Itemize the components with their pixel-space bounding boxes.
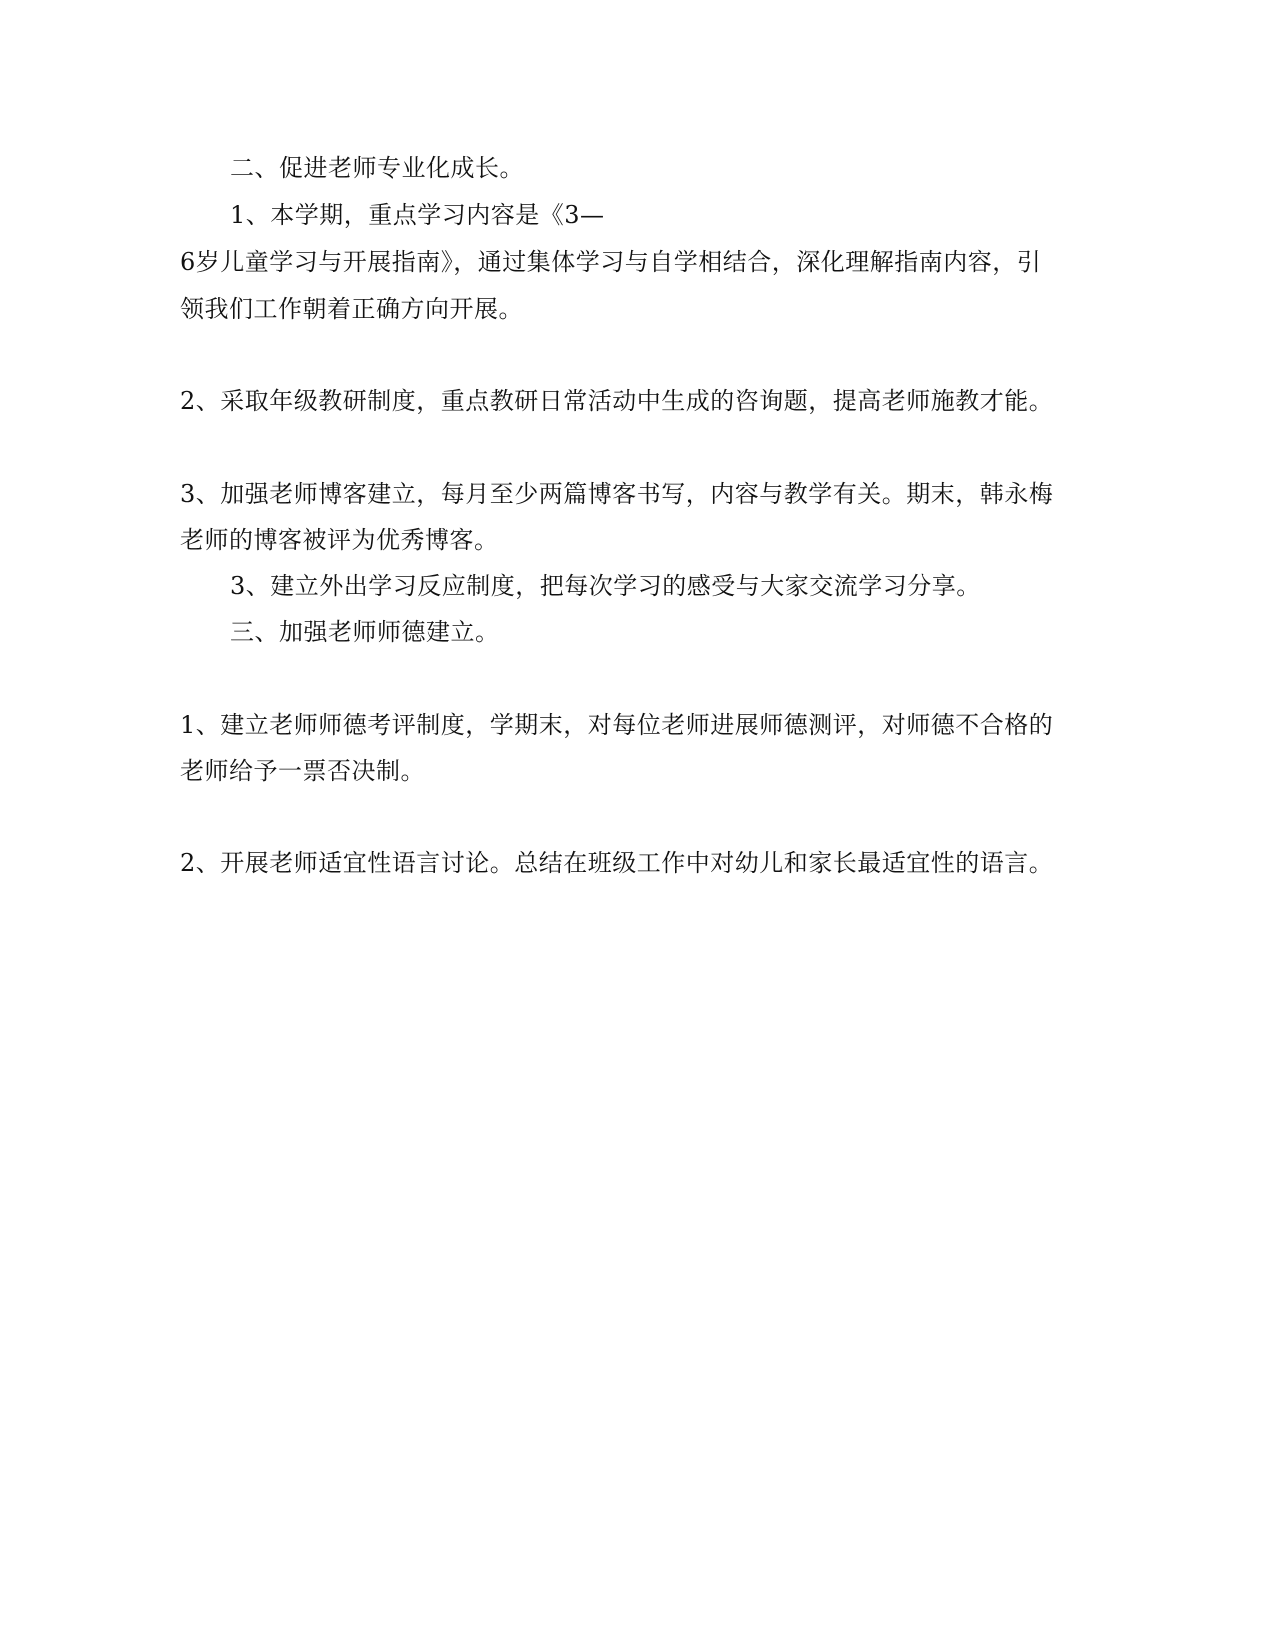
paragraph-line: 6岁儿童学习与开展指南》，通过集体学习与自学相结合，深化理解指南内容，引 bbox=[180, 248, 1042, 276]
paragraph-line: 老师的博客被评为优秀博客。 bbox=[180, 526, 499, 554]
paragraph-line: 1、本学期，重点学习内容是《3— bbox=[230, 201, 605, 229]
paragraph-line: 2、开展老师适宜性语言讨论。总结在班级工作中对幼儿和家长最适宜性的语言。 bbox=[180, 849, 1054, 877]
paragraph-line: 2、采取年级教研制度，重点教研日常活动中生成的咨询题，提高老师施教才能。 bbox=[180, 387, 1054, 415]
paragraph-line: 3、建立外出学习反应制度，把每次学习的感受与大家交流学习分享。 bbox=[230, 572, 981, 600]
section-heading-2: 二、促进老师专业化成长。 bbox=[230, 154, 524, 182]
paragraph-line: 领我们工作朝着正确方向开展。 bbox=[180, 295, 523, 323]
paragraph-line: 老师给予一票否决制。 bbox=[180, 757, 425, 785]
paragraph-line: 3、加强老师博客建立，每月至少两篇博客书写，内容与教学有关。期末，韩永梅 bbox=[180, 480, 1054, 508]
section-heading-3: 三、加强老师师德建立。 bbox=[230, 618, 500, 646]
paragraph-line: 1、建立老师师德考评制度，学期末，对每位老师进展师德测评，对师德不合格的 bbox=[180, 711, 1054, 739]
